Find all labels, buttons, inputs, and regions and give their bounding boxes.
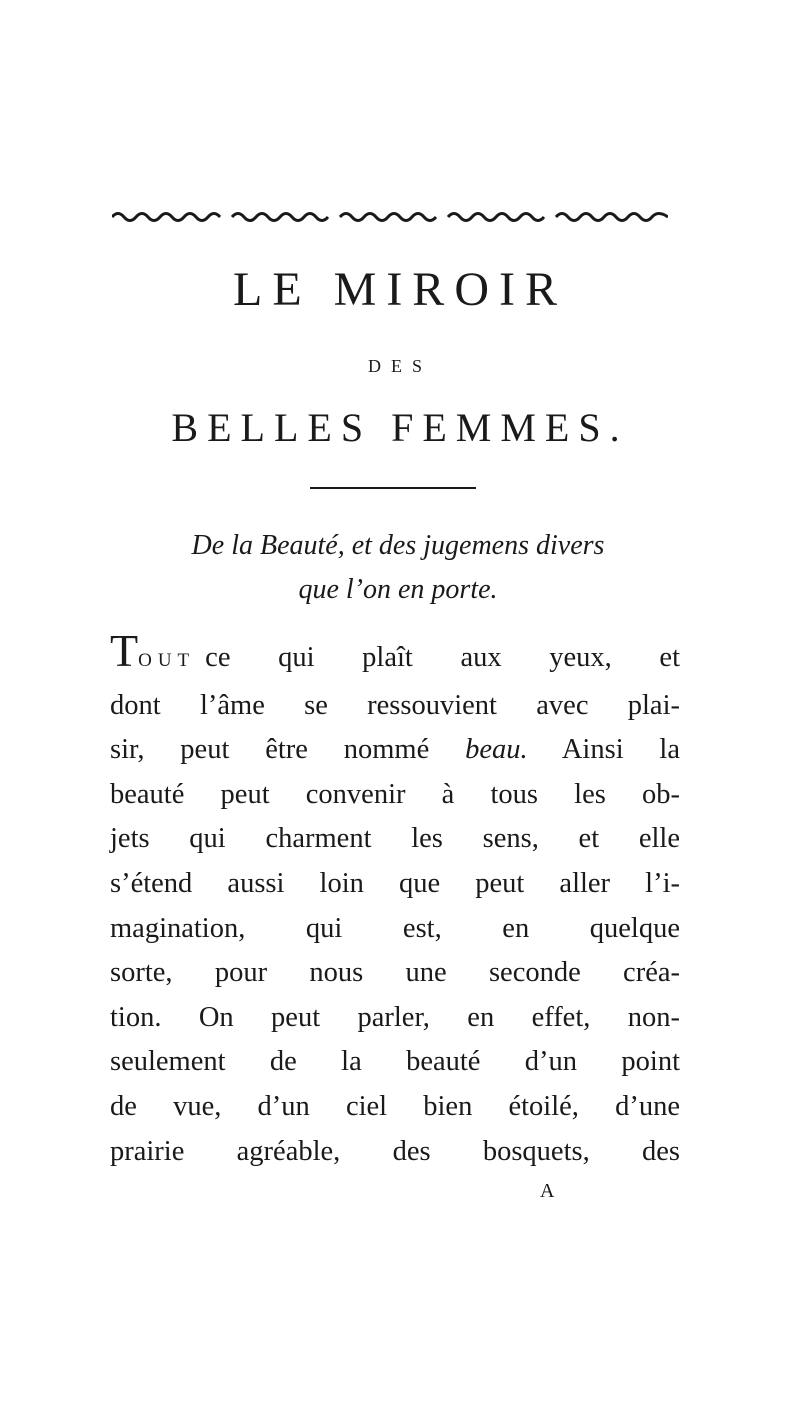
section-heading-line-1: De la Beauté, et des jugemens divers <box>191 530 605 561</box>
body-line: tion. On peut parler, en effet, non- <box>110 1001 680 1033</box>
body-paragraph <box>110 625 680 1174</box>
body-line: s’étend aussi loin que peut aller l’i- <box>110 867 680 899</box>
body-line: sorte, pour nous une seconde créa- <box>110 957 680 989</box>
title-divider <box>310 487 476 489</box>
body-line-1 <box>110 625 680 684</box>
drop-cap: T <box>110 625 139 676</box>
body-line: seulement de la beauté d’un point <box>110 1046 680 1078</box>
body-line-1-text: ce qui plaît aux yeux, et <box>205 642 680 673</box>
body-line: sir, peut être nommé beau. Ainsi la <box>110 734 680 766</box>
body-line: magination, qui est, en quelque <box>110 912 680 944</box>
page-title: LE MIROIR <box>233 263 567 316</box>
body-line: beauté peut convenir à tous les ob- <box>110 778 680 810</box>
decorative-ornament-rule <box>112 210 668 224</box>
signature-mark: A <box>540 1180 555 1202</box>
page-subtitle: BELLES FEMMES. <box>171 405 629 450</box>
body-line: de vue, d’un ciel bien étoilé, d’une <box>110 1090 680 1122</box>
section-heading-line-2: que l’on en porte. <box>298 574 498 605</box>
lead-smallcaps: OUT <box>138 650 196 671</box>
body-line: prairie agréable, des bosquets, des <box>110 1135 680 1167</box>
body-line: dont l’âme se ressouvient avec plai- <box>110 689 680 721</box>
body-line: jets qui charment les sens, et elle <box>110 823 680 855</box>
section-heading <box>108 524 688 612</box>
title-connector: DES <box>367 356 432 376</box>
